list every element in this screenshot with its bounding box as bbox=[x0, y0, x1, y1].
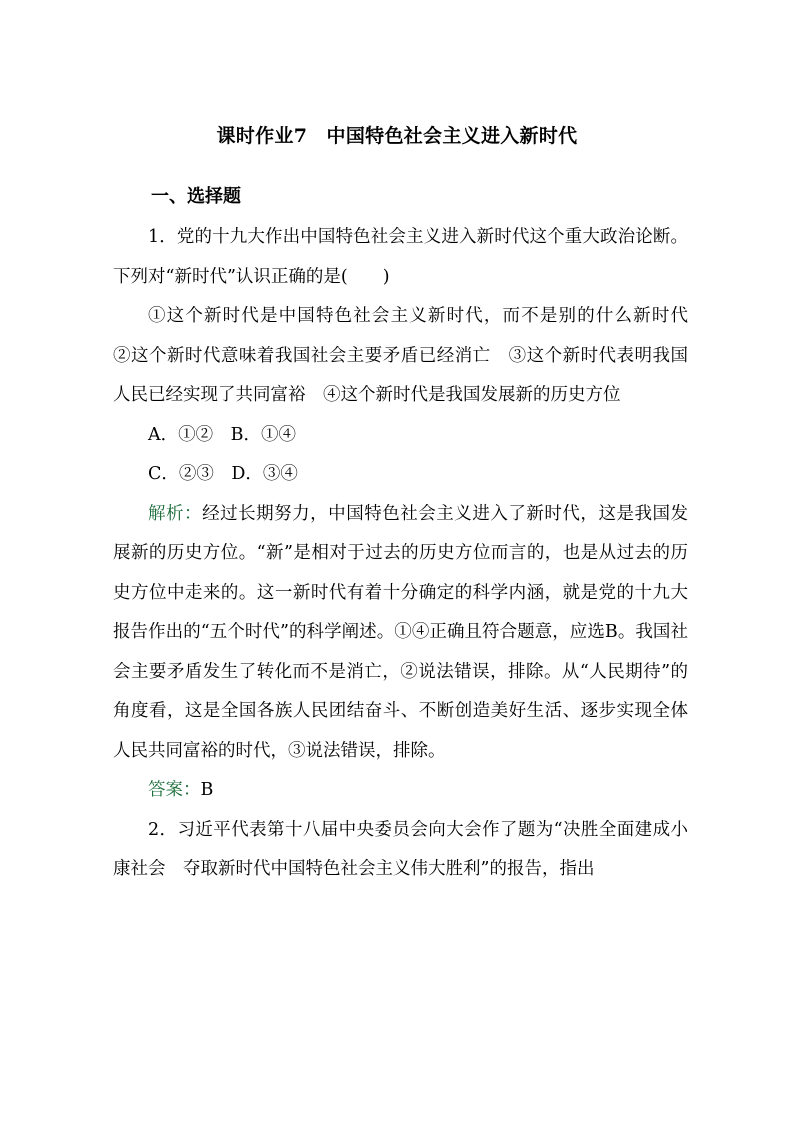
answer-label: 答案： bbox=[148, 780, 201, 800]
question-1-options-cd: C．②③ D．③④ bbox=[148, 464, 298, 484]
analysis-text: 经过长期努力，中国特色社会主义进入了新时代，这是我国发展新的历史方位。“新”是相对于过去的历史方位而言的，也是从过去的历史方位中走来的。这一新时代有着十分确定的科学内涵，就是党的十九大报告作出的“五个时代”的科学阐述。①④正确且符合题意，应选B。我国社会主要矛盾发生了转化而不是消亡，②说法错误，排除。从“人民期待”的角度看，这是全国各族人民团结奋斗、不断创造美好生活、逐步实现全体人民共同富裕的时代，③说法错误，排除。 bbox=[113, 503, 689, 761]
answer-value: B bbox=[200, 780, 214, 800]
document-body bbox=[113, 218, 706, 890]
question-1-analysis bbox=[113, 495, 688, 772]
question-1-stem: 1．党的十九大作出中国特色社会主义进入新时代这个重大政治论断。下列对“新时代”认识正确的是( ) bbox=[113, 227, 688, 287]
section-heading: 一、选择题 bbox=[151, 186, 241, 207]
analysis-label: 解析： bbox=[148, 503, 203, 524]
page-title: 课时作业7 中国特色社会主义进入新时代 bbox=[216, 125, 578, 147]
question-2-stem: 2．习近平代表第十八届中央委员会向大会作了题为“决胜全面建成小康社会 夺取新时代中国特色社会主义伟大胜利”的报告，指出 bbox=[113, 819, 688, 879]
question-1-answer bbox=[113, 771, 688, 811]
question-1-statements: ①这个新时代是中国特色社会主义新时代，而不是别的什么新时代 ②这个新时代意味着我国社会主要矛盾已经消亡 ③这个新时代表明我国人民已经实现了共同富裕 ④这个新时代是我国发展新的历史方位 bbox=[113, 306, 706, 405]
question-1-options-ab: A．①② B．①④ bbox=[148, 424, 296, 445]
